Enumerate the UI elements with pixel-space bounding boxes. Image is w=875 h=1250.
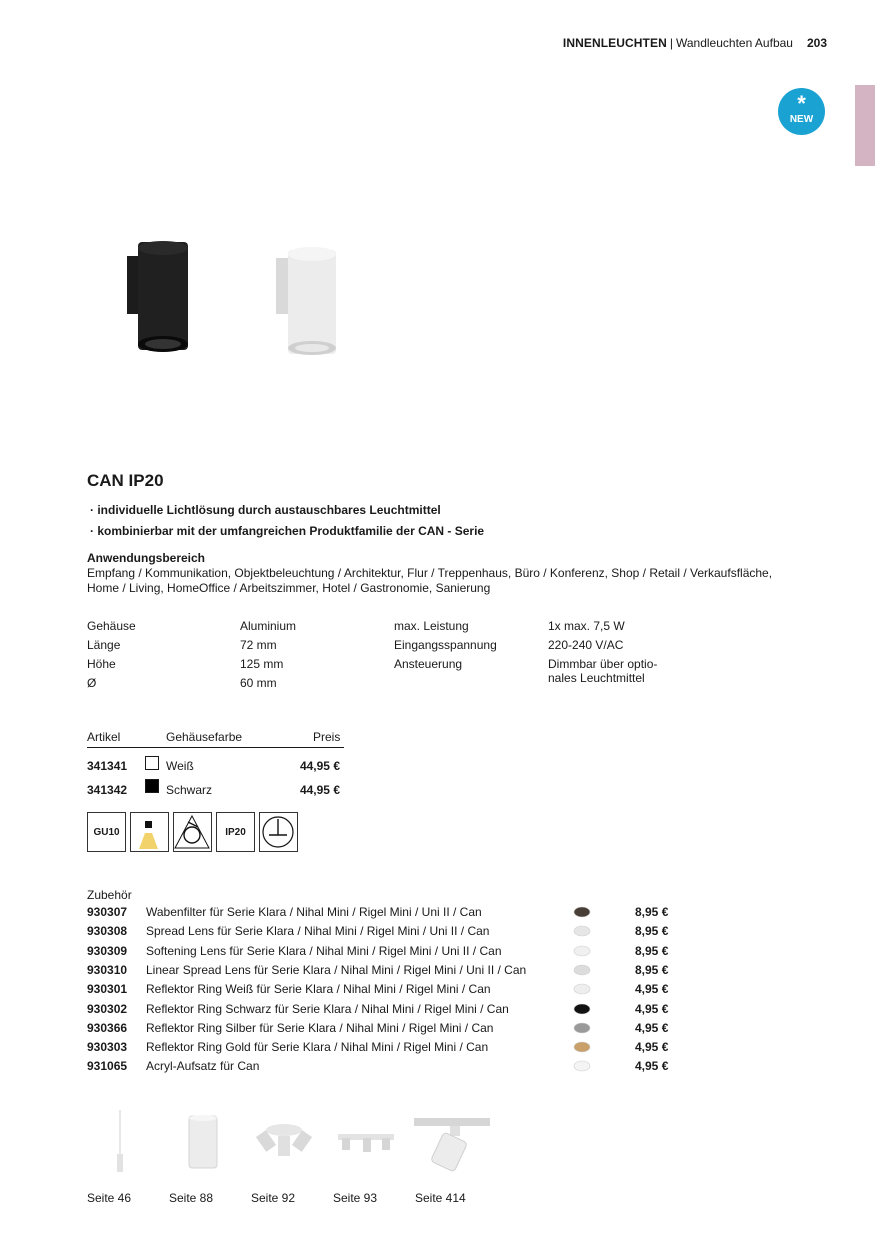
article-price: 44,95 € bbox=[299, 783, 340, 797]
accessory-description: Softening Lens für Serie Klara / Nihal Mini / Rigel Mini / Uni II / Can bbox=[146, 943, 502, 958]
protection-class-icon bbox=[259, 812, 298, 852]
accessory-number: 930303 bbox=[87, 1040, 128, 1055]
accessory-row bbox=[87, 905, 687, 924]
page-reference[interactable]: Seite 93 bbox=[333, 1191, 378, 1205]
accessory-number: 930301 bbox=[87, 982, 128, 997]
color-swatch-white bbox=[145, 756, 159, 770]
feature-item: · individuelle Lichtlösung durch austauschbares Leuchtmittel bbox=[90, 503, 441, 517]
product-image-black bbox=[124, 240, 190, 356]
accessory-description: Wabenfilter für Serie Klara / Nihal Mini / Rigel Mini / Uni II / Can bbox=[146, 905, 482, 919]
accessory-number: 930302 bbox=[87, 1001, 128, 1016]
accessory-row bbox=[87, 1002, 687, 1021]
accessory-thumbnail-icon bbox=[573, 944, 591, 957]
page-reference[interactable]: Seite 414 bbox=[415, 1191, 466, 1205]
accessory-row bbox=[87, 1040, 687, 1059]
article-number: 341342 bbox=[87, 783, 128, 797]
spec-value: 60 mm bbox=[240, 676, 277, 690]
spec-value: 125 mm bbox=[240, 657, 284, 671]
page-reference[interactable]: Seite 46 bbox=[87, 1191, 132, 1205]
header-separator: | bbox=[669, 36, 673, 50]
header-category: INNENLEUCHTEN bbox=[562, 36, 667, 50]
accessory-description: Spread Lens für Serie Klara / Nihal Mini / Rigel Mini / Uni II / Can bbox=[146, 924, 490, 939]
spec-value: nales Leuchtmittel bbox=[548, 671, 645, 685]
light-beam-icon bbox=[130, 812, 169, 852]
accessory-description: Acryl-Aufsatz für Can bbox=[146, 1059, 260, 1074]
product-title: CAN IP20 bbox=[87, 471, 164, 490]
accessory-price: 4,95 € bbox=[635, 1059, 669, 1074]
accessory-thumbnail-icon bbox=[573, 1002, 591, 1015]
accessory-description: Reflektor Ring Silber für Serie Klara / Nihal Mini / Rigel Mini / Can bbox=[146, 1020, 494, 1035]
article-number: 341341 bbox=[87, 759, 128, 773]
surface-spot-thumbnail bbox=[186, 1112, 220, 1170]
spec-label: Gehäuse bbox=[87, 619, 136, 633]
accessory-number: 930310 bbox=[87, 962, 128, 977]
accessory-row bbox=[87, 924, 687, 943]
accessory-row bbox=[87, 963, 687, 982]
accessory-price: 4,95 € bbox=[635, 982, 669, 997]
accessory-price: 8,95 € bbox=[635, 924, 669, 939]
article-color: Schwarz bbox=[166, 783, 213, 797]
accessory-price: 4,95 € bbox=[635, 1020, 669, 1035]
bar-spot-thumbnail bbox=[336, 1128, 396, 1154]
table-header-article: Artikel bbox=[87, 730, 121, 744]
application-heading: Anwendungsbereich bbox=[87, 551, 206, 565]
protection-class-icon-svg bbox=[260, 813, 297, 851]
page-reference[interactable]: Seite 92 bbox=[251, 1191, 296, 1205]
accessory-description: Reflektor Ring Schwarz für Serie Klara / Nihal Mini / Rigel Mini / Can bbox=[146, 1001, 509, 1016]
spec-label: Höhe bbox=[87, 657, 116, 671]
accessory-price: 4,95 € bbox=[635, 1001, 669, 1016]
pendant-thumbnail bbox=[112, 1110, 128, 1174]
ip20-icon bbox=[216, 812, 255, 852]
accessory-description: Reflektor Ring Gold für Serie Klara / Nihal Mini / Rigel Mini / Can bbox=[146, 1040, 489, 1055]
accessory-thumbnail-icon bbox=[573, 1021, 591, 1034]
gu10-icon bbox=[87, 812, 126, 852]
accessory-thumbnail-icon bbox=[573, 963, 591, 976]
page-number: 203 bbox=[806, 36, 827, 50]
spec-label: Ø bbox=[87, 676, 97, 690]
dimmable-icon-svg bbox=[174, 813, 211, 851]
accessory-price: 4,95 € bbox=[635, 1040, 669, 1055]
page-header bbox=[563, 36, 827, 50]
accessory-number: 930366 bbox=[87, 1020, 128, 1035]
accessory-row bbox=[87, 944, 687, 963]
accessory-number: 930309 bbox=[87, 943, 128, 958]
accessory-price: 8,95 € bbox=[635, 943, 669, 958]
spec-label: Eingangsspannung bbox=[394, 638, 497, 652]
spec-value: 1x max. 7,5 W bbox=[548, 619, 625, 633]
accessory-description: Reflektor Ring Weiß für Serie Klara / Nihal Mini / Rigel Mini / Can bbox=[146, 982, 491, 997]
triple-spot-thumbnail bbox=[254, 1118, 314, 1162]
accessory-number: 931065 bbox=[87, 1059, 128, 1074]
accessory-thumbnail-icon bbox=[573, 982, 591, 995]
spec-value: Dimmbar über optio- bbox=[548, 657, 658, 671]
article-color: Weiß bbox=[166, 759, 194, 773]
track-spot-thumbnail bbox=[414, 1116, 492, 1172]
dimmable-icon bbox=[173, 812, 212, 852]
ip-label: IP20 bbox=[225, 826, 246, 838]
new-badge bbox=[778, 88, 825, 135]
new-badge-label: NEW bbox=[789, 114, 814, 125]
section-tab-marker bbox=[855, 85, 875, 166]
accessory-thumbnail-icon bbox=[573, 1059, 591, 1072]
table-header-price: Preis bbox=[313, 730, 341, 744]
product-image-white bbox=[274, 240, 340, 356]
accessory-row bbox=[87, 982, 687, 1001]
application-text: Empfang / Kommunikation, Objektbeleuchtung / Architektur, Flur / Treppenhaus, Büro / Konferenz, Shop / Retail / Verkaufsfläche, Home / Living, HomeOffice / Arbeitszimmer, Hotel / Gastronomie, Sanierung bbox=[87, 566, 773, 595]
spec-value: 72 mm bbox=[240, 638, 277, 652]
accessory-price: 8,95 € bbox=[635, 962, 669, 977]
article-price: 44,95 € bbox=[299, 759, 340, 773]
accessory-thumbnail-icon bbox=[573, 924, 591, 937]
accessory-description: Linear Spread Lens für Serie Klara / Nihal Mini / Rigel Mini / Uni II / Can bbox=[146, 962, 527, 977]
spec-label: Ansteuerung bbox=[394, 657, 463, 671]
accessory-thumbnail-icon bbox=[573, 1040, 591, 1053]
accessory-row bbox=[87, 1059, 687, 1078]
table-header-color: Gehäusefarbe bbox=[166, 730, 243, 744]
header-subcategory: Wandleuchten Aufbau bbox=[675, 36, 793, 50]
page-reference[interactable]: Seite 88 bbox=[169, 1191, 214, 1205]
accessory-thumbnail-icon bbox=[573, 905, 591, 918]
spec-label: max. Leistung bbox=[394, 619, 469, 633]
spec-label: Länge bbox=[87, 638, 121, 652]
asterisk-icon: * bbox=[797, 91, 806, 116]
socket-label: GU10 bbox=[93, 826, 120, 838]
accessory-price: 8,95 € bbox=[635, 905, 669, 919]
accessory-number: 930307 bbox=[87, 905, 128, 919]
feature-item: · kombinierbar mit der umfangreichen Produktfamilie der CAN - Serie bbox=[90, 524, 485, 538]
light-beam-icon-svg bbox=[131, 813, 168, 851]
color-swatch-black bbox=[145, 779, 159, 793]
accessory-row bbox=[87, 1021, 687, 1040]
accessory-number: 930308 bbox=[87, 924, 128, 939]
spec-value: 220-240 V/AC bbox=[548, 638, 624, 652]
spec-value: Aluminium bbox=[240, 619, 297, 633]
table-divider bbox=[87, 747, 344, 748]
accessories-heading: Zubehör bbox=[87, 888, 132, 902]
